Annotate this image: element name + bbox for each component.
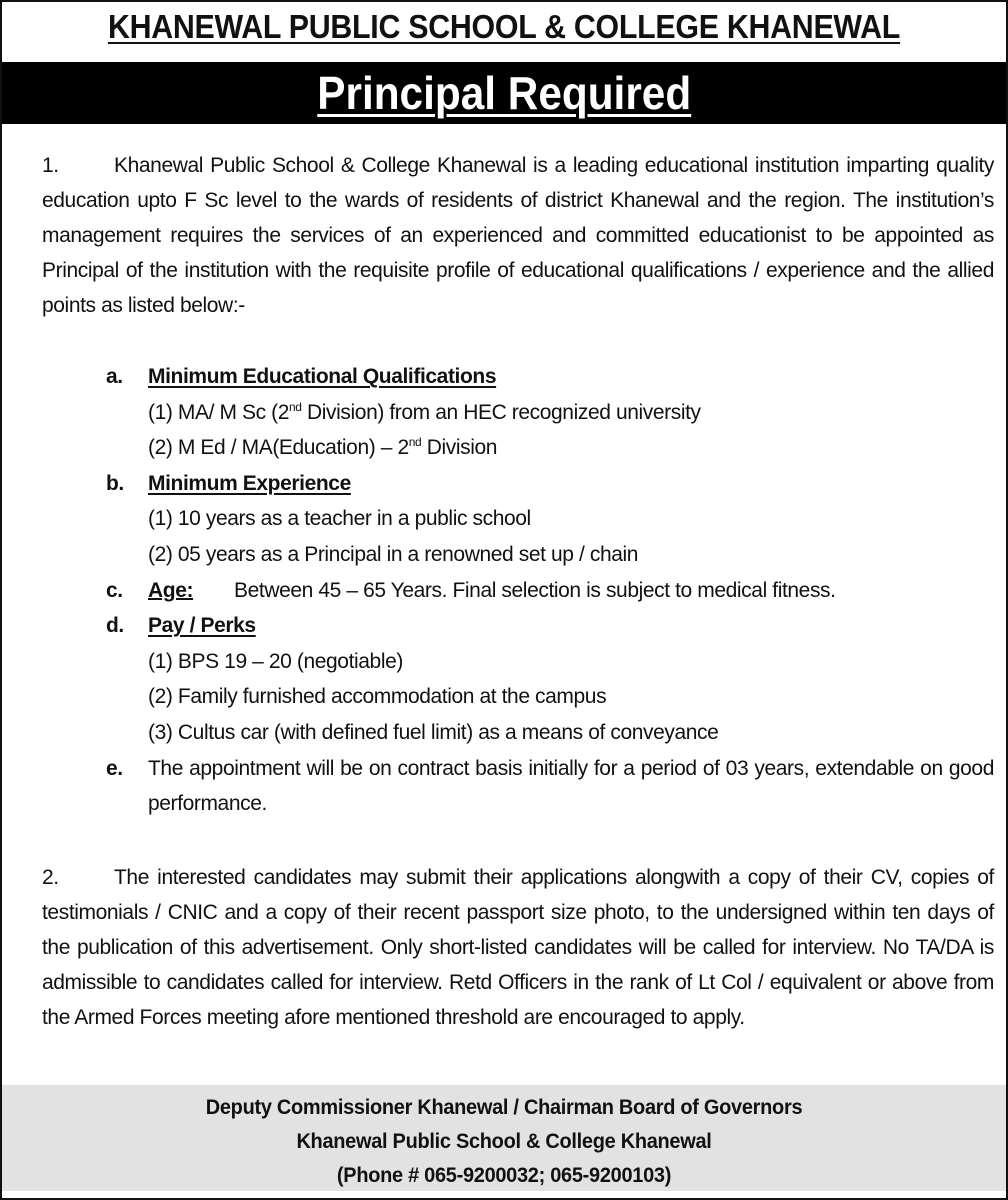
superscript: nd [408,435,422,450]
contact-authority: Deputy Commissioner Khanewal / Chairman Board of Governors [205,1096,803,1119]
list-item [106,679,994,715]
list-item [106,395,994,431]
item-number: (1) [148,649,173,673]
item-text: MA/ M Sc (2 [177,400,290,424]
contact-footer [2,1085,1006,1191]
item-heading: Minimum Educational Qualifications [148,365,497,388]
item-number: (2) [148,436,173,460]
list-item [106,430,994,466]
item-heading: Pay / Perks [148,614,256,638]
item-letter: e. [106,756,123,780]
item-text: The appointment will be on contract basis initially for a period of 03 years, extendable on good performance. [148,756,994,816]
item-heading: Minimum Experience [148,471,351,495]
paragraph-number: 1. [42,154,59,177]
item-number: (2) [148,685,173,709]
banner [2,62,1006,124]
item-letter: b. [106,471,124,495]
paragraph-text: Khanewal Public School & College Khanewal is a leading educational institution imparting quality education upto F Sc level to the wards of residents of district Khanewal and the region. The institution’s management requires the services of an experienced and committed educationist to be appointed as Principal of the institution with the requisite profile of educational qualifications / experience and the allied points as listed below:- [42,154,994,317]
item-letter: c. [106,578,123,602]
paragraph-text: The interested candidates may submit their applications alongwith a copy of their CV, copies of testimonials / CNIC and a copy of their recent passport size photo, to the undersigned within ten days of the publication of this advertisement. Only short-listed candidates will be called for interview. No TA/DA is admissible to candidates called for interview. Retd Officers in the rank of Lt Col / equivalent or above from the Armed Forces meeting afore mentioned threshold are encouraged to apply. [42,866,994,1029]
item-text: Cultus car (with defined fuel limit) as a means of conveyance [177,720,719,744]
list-item [106,501,994,537]
item-text: Division [421,436,498,460]
item-number: (3) [148,720,173,744]
item-letter: d. [106,614,124,638]
requirements-list [106,359,994,822]
superscript: nd [289,399,302,414]
requirement-a [106,359,994,395]
item-heading: Age: [148,578,194,602]
requirement-d [106,608,994,644]
item-number: (2) [148,542,173,566]
item-number: (1) [148,507,173,531]
item-number: (1) [148,400,173,424]
item-text: Family furnished accommodation at the campus [177,685,607,709]
contact-phone: (Phone # 065-9200032; 065-9200103) [336,1164,672,1187]
item-letter: a. [106,365,123,388]
institution-title [42,8,966,46]
item-text: Division) from an HEC recognized university [301,400,701,424]
requirement-c [106,573,994,609]
paragraph-2 [42,860,994,1035]
banner-title: Principal Required [317,67,691,119]
item-text: Between 45 – 65 Years. Final selection is subject to medical fitness. [234,578,836,602]
list-item [106,537,994,573]
item-text: 05 years as a Principal in a renowned set up / chain [177,542,639,566]
list-item [106,715,994,751]
item-text: M Ed / MA(Education) – 2 [177,436,409,460]
requirement-b [106,466,994,502]
institution-name: KHANEWAL PUBLIC SCHOOL & COLLEGE KHANEWAL [107,8,901,45]
item-text: 10 years as a teacher in a public school [177,507,531,531]
requirement-e [106,751,994,822]
list-item [106,644,994,680]
contact-institution: Khanewal Public School & College Khanewal [296,1130,712,1153]
paragraph-1 [42,148,994,323]
item-text: BPS 19 – 20 (negotiable) [177,649,403,673]
paragraph-number: 2. [42,866,59,889]
